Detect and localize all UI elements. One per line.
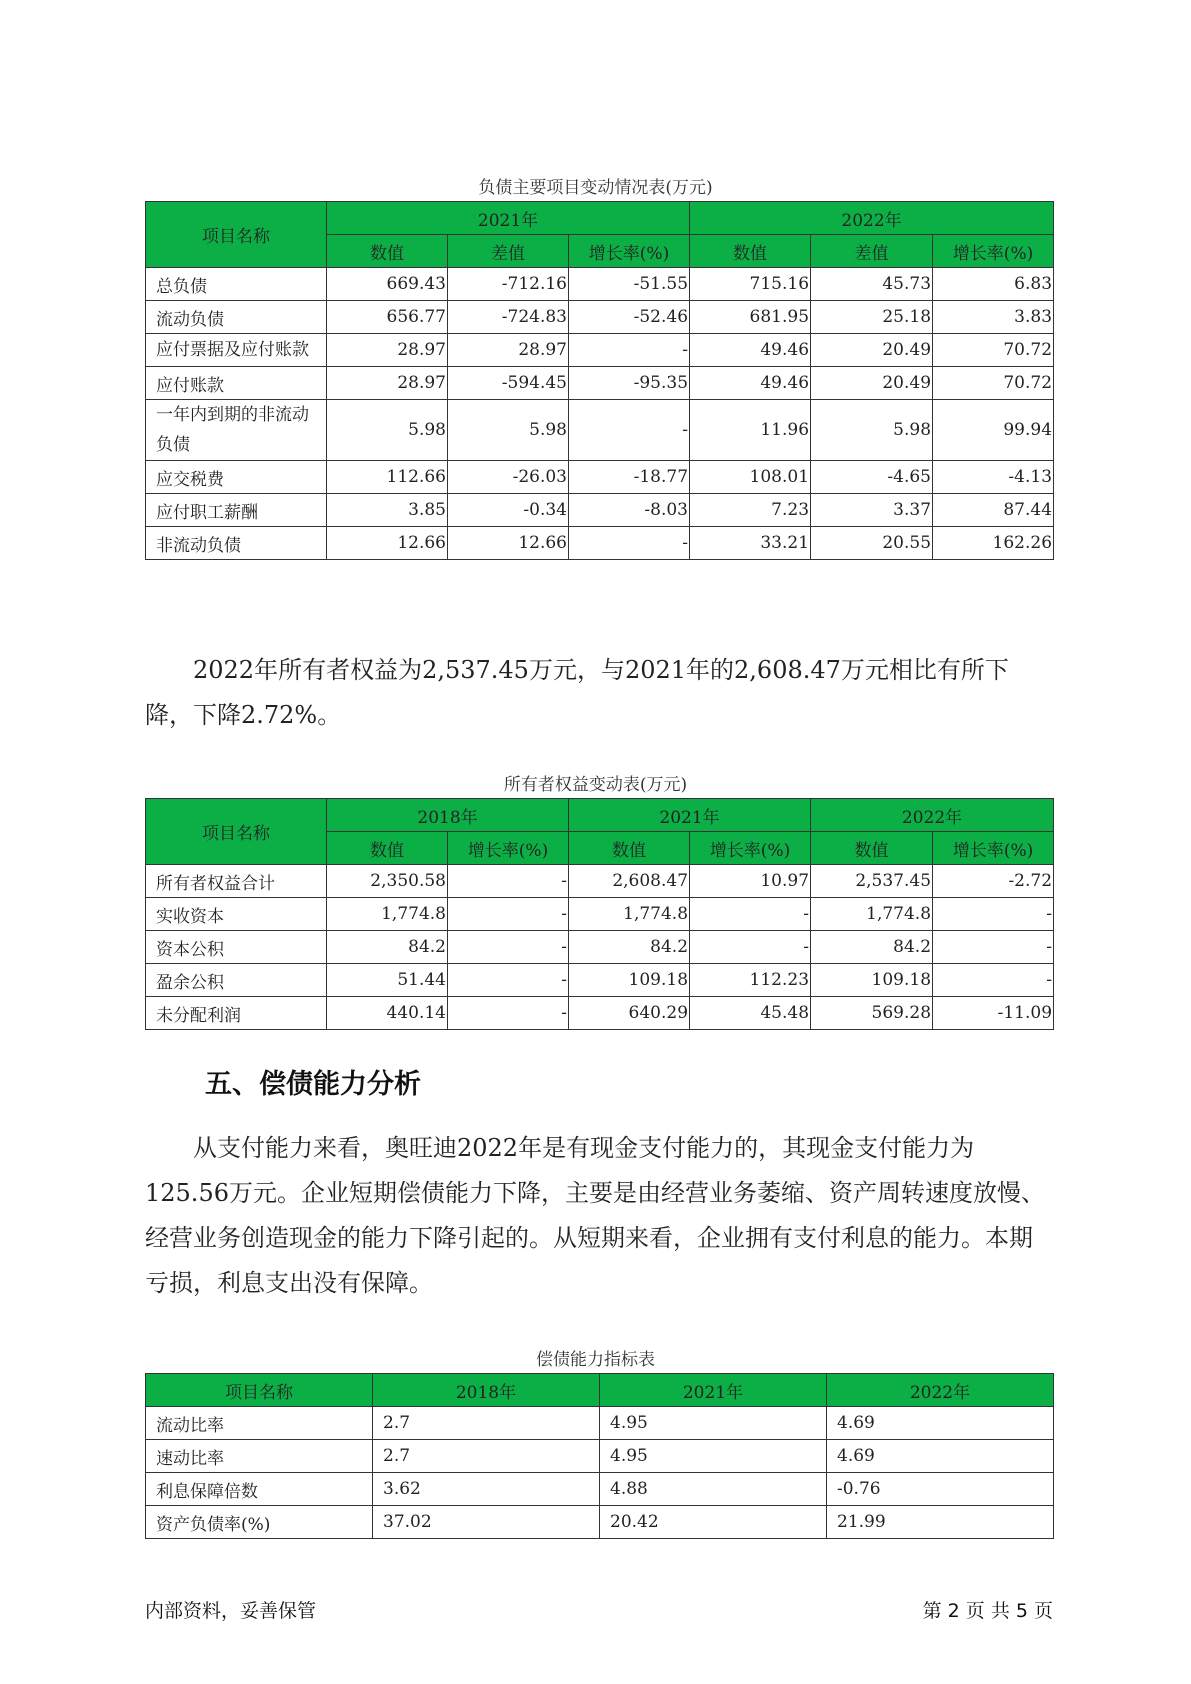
row-label: 资产负债率(%)	[146, 1506, 373, 1539]
row-label: 速动比率	[146, 1440, 373, 1473]
row-label: 流动比率	[146, 1407, 373, 1440]
cell: 84.2	[569, 931, 690, 964]
cell: 108.01	[690, 461, 811, 494]
header-year: 2021年	[327, 202, 690, 235]
subheader: 增长率(%)	[690, 832, 811, 865]
cell: 109.18	[811, 964, 933, 997]
header-year: 2021年	[569, 799, 811, 832]
cell: 20.49	[811, 334, 933, 367]
cell: 49.46	[690, 334, 811, 367]
equity-table	[145, 798, 1054, 1030]
cell: 715.16	[690, 268, 811, 301]
cell: -26.03	[448, 461, 569, 494]
cell: 84.2	[327, 931, 448, 964]
table-row	[146, 527, 1054, 560]
cell: -51.55	[569, 268, 690, 301]
cell: 5.98	[448, 400, 569, 461]
cell: 70.72	[933, 367, 1054, 400]
cell: 7.23	[690, 494, 811, 527]
subheader: 数值	[690, 235, 811, 268]
cell: 70.72	[933, 334, 1054, 367]
header-year: 2022年	[811, 799, 1054, 832]
cell: -18.77	[569, 461, 690, 494]
cell: 2,608.47	[569, 865, 690, 898]
row-label: 非流动负债	[146, 527, 327, 560]
table-row	[146, 494, 1054, 527]
cell: 569.28	[811, 997, 933, 1030]
row-label: 流动负债	[146, 301, 327, 334]
cell: -95.35	[569, 367, 690, 400]
cell: 2,537.45	[811, 865, 933, 898]
cell: 84.2	[811, 931, 933, 964]
cell: 99.94	[933, 400, 1054, 461]
cell: 28.97	[327, 367, 448, 400]
cell: -52.46	[569, 301, 690, 334]
header-year: 2018年	[327, 799, 569, 832]
cell: 45.73	[811, 268, 933, 301]
cell: 5.98	[327, 400, 448, 461]
cell: 3.83	[933, 301, 1054, 334]
cell: -11.09	[933, 997, 1054, 1030]
cell: 6.83	[933, 268, 1054, 301]
footer-confidential-note: 内部资料，妥善保管	[145, 1600, 317, 1622]
row-label: 应付职工薪酬	[146, 494, 327, 527]
cell: 4.88	[600, 1473, 827, 1506]
cell: 1,774.8	[327, 898, 448, 931]
header-item-name: 项目名称	[146, 799, 327, 865]
cell: 3.62	[373, 1473, 600, 1506]
table-row	[146, 268, 1054, 301]
row-label: 未分配利润	[146, 997, 327, 1030]
cell: -8.03	[569, 494, 690, 527]
cell: 11.96	[690, 400, 811, 461]
cell: 12.66	[448, 527, 569, 560]
subheader: 数值	[327, 832, 448, 865]
table-row	[146, 301, 1054, 334]
cell: -	[933, 931, 1054, 964]
subheader: 差值	[448, 235, 569, 268]
cell: -724.83	[448, 301, 569, 334]
table-row	[146, 865, 1054, 898]
cell: 2.7	[373, 1440, 600, 1473]
cell: -0.34	[448, 494, 569, 527]
cell: 28.97	[448, 334, 569, 367]
cell: 45.48	[690, 997, 811, 1030]
header-item-name: 项目名称	[146, 202, 327, 268]
subheader: 差值	[811, 235, 933, 268]
cell: -	[448, 964, 569, 997]
cell: 4.95	[600, 1407, 827, 1440]
cell: 5.98	[811, 400, 933, 461]
table-row	[146, 1506, 1054, 1539]
cell: 1,774.8	[569, 898, 690, 931]
subheader: 数值	[811, 832, 933, 865]
row-label: 应交税费	[146, 461, 327, 494]
header-year: 2021年	[600, 1374, 827, 1407]
table-row	[146, 997, 1054, 1030]
cell: 2,350.58	[327, 865, 448, 898]
cell: 109.18	[569, 964, 690, 997]
table-row	[146, 1473, 1054, 1506]
row-label: 所有者权益合计	[146, 865, 327, 898]
table-row	[146, 334, 1054, 367]
cell: -	[448, 898, 569, 931]
cell: -4.13	[933, 461, 1054, 494]
cell: 162.26	[933, 527, 1054, 560]
cell: -	[569, 400, 690, 461]
section-heading: 五、偿债能力分析	[205, 1069, 421, 1100]
cell: -	[569, 334, 690, 367]
cell: 87.44	[933, 494, 1054, 527]
row-label: 应付账款	[146, 367, 327, 400]
cell: 12.66	[327, 527, 448, 560]
header-year: 2018年	[373, 1374, 600, 1407]
cell: 440.14	[327, 997, 448, 1030]
cell: 20.55	[811, 527, 933, 560]
cell: 640.29	[569, 997, 690, 1030]
page-number: 第 2 页 共 5 页	[922, 1600, 1053, 1622]
table-row	[146, 461, 1054, 494]
cell: -4.65	[811, 461, 933, 494]
cell: 656.77	[327, 301, 448, 334]
cell: 112.66	[327, 461, 448, 494]
cell: 25.18	[811, 301, 933, 334]
cell: -	[448, 997, 569, 1030]
table-row	[146, 1440, 1054, 1473]
cell: 20.42	[600, 1506, 827, 1539]
cell: -	[569, 527, 690, 560]
cell: -	[933, 898, 1054, 931]
cell: -	[690, 898, 811, 931]
header-year: 2022年	[690, 202, 1054, 235]
cell: 10.97	[690, 865, 811, 898]
cell: 20.49	[811, 367, 933, 400]
solvency-table	[145, 1373, 1054, 1539]
cell: 2.7	[373, 1407, 600, 1440]
cell: 21.99	[827, 1506, 1054, 1539]
cell: 4.69	[827, 1440, 1054, 1473]
cell: -594.45	[448, 367, 569, 400]
cell: -2.72	[933, 865, 1054, 898]
table-caption: 负债主要项目变动情况表(万元)	[478, 178, 713, 198]
cell: -	[448, 865, 569, 898]
header-year: 2022年	[827, 1374, 1054, 1407]
subheader: 增长率(%)	[448, 832, 569, 865]
cell: 28.97	[327, 334, 448, 367]
table-caption: 所有者权益变动表(万元)	[503, 775, 688, 795]
cell: -712.16	[448, 268, 569, 301]
row-label: 实收资本	[146, 898, 327, 931]
table-row	[146, 367, 1054, 400]
cell: 669.43	[327, 268, 448, 301]
cell: 1,774.8	[811, 898, 933, 931]
cell: 681.95	[690, 301, 811, 334]
equity-summary-paragraph: 2022年所有者权益为2,537.45万元，与2021年的2,608.47万元相比有所下降，下降2.72%。	[145, 656, 1009, 729]
cell: 51.44	[327, 964, 448, 997]
subheader: 数值	[569, 832, 690, 865]
row-label: 一年内到期的非流动负债	[146, 400, 327, 461]
row-label: 利息保障倍数	[146, 1473, 373, 1506]
cell: -	[448, 931, 569, 964]
table-row	[146, 964, 1054, 997]
subheader: 增长率(%)	[569, 235, 690, 268]
cell: 4.69	[827, 1407, 1054, 1440]
cell: 49.46	[690, 367, 811, 400]
cell: 112.23	[690, 964, 811, 997]
table-caption: 偿债能力指标表	[536, 1350, 655, 1370]
row-label: 总负债	[146, 268, 327, 301]
table-row	[146, 898, 1054, 931]
row-label: 资本公积	[146, 931, 327, 964]
solvency-paragraph: 从支付能力来看，奥旺迪2022年是有现金支付能力的，其现金支付能力为125.56万元。企业短期偿债能力下降，主要是由经营业务萎缩、资产周转速度放慢、经营业务创造现金的能力下降引起的。从短期来看，企业拥有支付利息的能力。本期亏损，利息支出没有保障。	[145, 1134, 1045, 1297]
subheader: 数值	[327, 235, 448, 268]
subheader: 增长率(%)	[933, 235, 1054, 268]
liabilities-table	[145, 201, 1054, 560]
cell: -	[690, 931, 811, 964]
cell: -0.76	[827, 1473, 1054, 1506]
cell: -	[933, 964, 1054, 997]
table-row	[146, 400, 1054, 461]
table-row	[146, 931, 1054, 964]
cell: 33.21	[690, 527, 811, 560]
header-item-name: 项目名称	[146, 1374, 373, 1407]
table-row	[146, 1407, 1054, 1440]
subheader: 增长率(%)	[933, 832, 1054, 865]
row-label: 盈余公积	[146, 964, 327, 997]
cell: 3.37	[811, 494, 933, 527]
cell: 3.85	[327, 494, 448, 527]
row-label: 应付票据及应付账款	[146, 334, 327, 367]
cell: 4.95	[600, 1440, 827, 1473]
cell: 37.02	[373, 1506, 600, 1539]
